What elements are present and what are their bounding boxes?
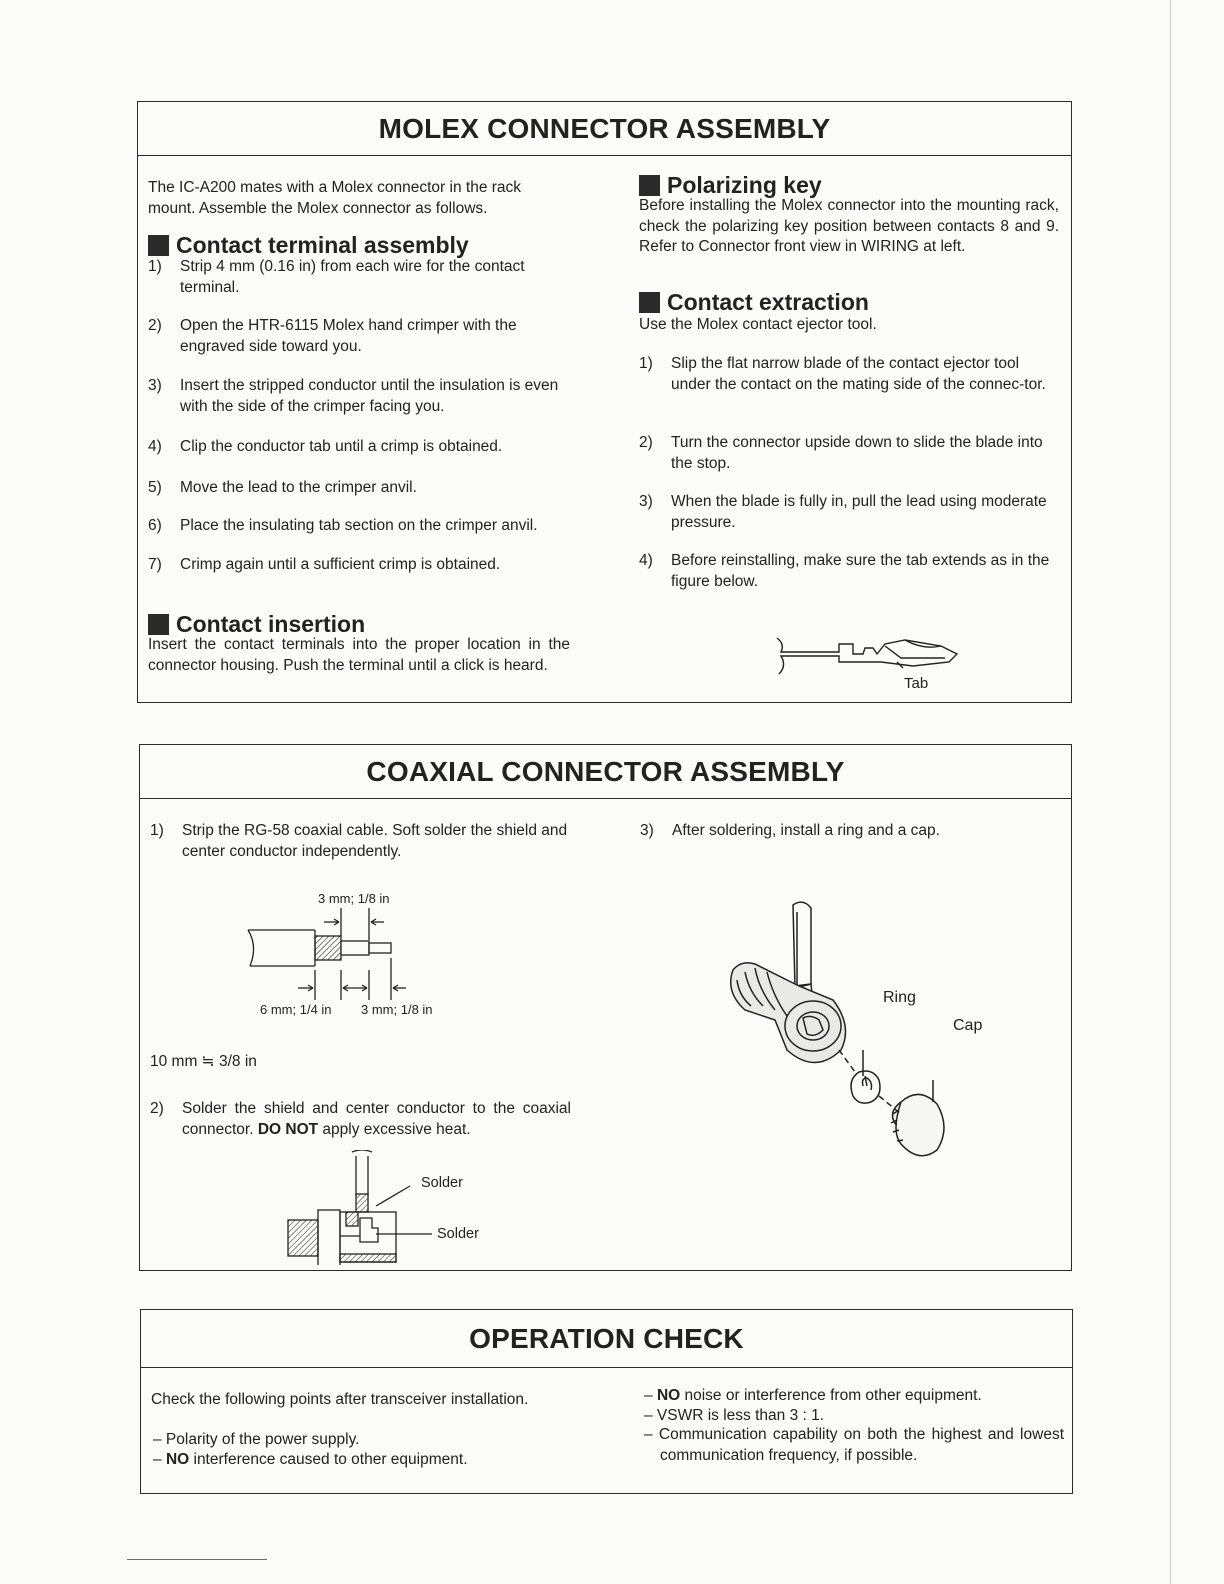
molex-section: [137, 101, 1072, 703]
coax-step-1: 1) Strip the RG-58 coaxial cable. Soft solder the shield and center conductor independently.: [150, 822, 568, 860]
contact-terminal-heading: Contact terminal assembly: [148, 232, 469, 258]
coaxial-title: COAXIAL CONNECTOR ASSEMBLY: [366, 755, 845, 787]
contact-extraction-intro: Use the Molex contact ejector tool.: [639, 316, 877, 333]
terminal-step: 1) Strip 4 mm (0.16 in) from each wire for the contact terminal.: [148, 258, 525, 296]
terminal-step: 2) Open the HTR-6115 Molex hand crimper with the engraved side toward you.: [148, 317, 517, 355]
molex-terminal-figure: [773, 632, 973, 682]
operation-right-item: – VSWR is less than 3 : 1.: [644, 1407, 825, 1424]
extraction-step: 1) Slip the flat narrow blade of the contact ejector tool under the contact on the mating side of the connec-tor.: [639, 355, 1046, 393]
molex-title: MOLEX CONNECTOR ASSEMBLY: [378, 112, 831, 144]
molex-title-bar: [138, 102, 1071, 156]
tab-label: Tab: [904, 675, 929, 692]
operation-intro: Check the following points after transceiver installation.: [151, 1391, 529, 1408]
solder-connector-diagram: [280, 1150, 460, 1265]
terminal-step: 3) Insert the stripped conductor until the insulation is even with the side of the crimper facing you.: [148, 377, 559, 415]
extraction-step: 2) Turn the connector upside down to slide the blade into the stop.: [639, 434, 1043, 472]
dim-total-label: 10 mm ≒ 3/8 in: [150, 1053, 257, 1070]
bullet-square-icon: [148, 614, 169, 635]
cap-label: Cap: [953, 1017, 983, 1034]
polarizing-key-text: Before installing the Molex connector into the mounting rack, check the polarizing key position between contacts 8 and 9. Refer to Connector front view in WIRING at left.: [639, 197, 1059, 255]
bullet-square-icon: [148, 235, 169, 256]
operation-title-bar: [141, 1310, 1072, 1368]
ring-label: Ring: [883, 989, 916, 1006]
extraction-step: 3) When the blade is fully in, pull the lead using moderate pressure.: [639, 493, 1047, 531]
coaxial-title-bar: [140, 745, 1071, 799]
solder-label-top: Solder: [421, 1175, 463, 1191]
terminal-step: 7) Crimp again until a sufficient crimp is obtained.: [148, 556, 501, 573]
operation-section: [140, 1309, 1073, 1494]
coax-step-2: 2) Solder the shield and center conductor to the coaxial connector. DO NOT apply excessive heat.: [150, 1100, 571, 1138]
contact-insertion-heading: Contact insertion: [148, 611, 365, 637]
coax-step-3: 3) After soldering, install a ring and a cap.: [640, 822, 940, 839]
bullet-square-icon: [639, 175, 660, 196]
contact-insertion-text: Insert the contact terminals into the proper location in the connector housing. Push the terminal until a click is heard.: [148, 636, 570, 674]
dim-top-label: 3 mm; 1/8 in: [318, 891, 390, 906]
operation-title: OPERATION CHECK: [469, 1322, 744, 1354]
operation-left-item: – Polarity of the power supply.: [153, 1431, 360, 1448]
dim-bottom-right-label: 3 mm; 1/8 in: [361, 1002, 433, 1017]
operation-right-item: – NO noise or interference from other equipment.: [644, 1387, 982, 1404]
bullet-square-icon: [639, 292, 660, 313]
operation-right-item: – Communication capability on both the highest and lowest communication frequency, if possible.: [644, 1426, 1064, 1464]
extraction-step: 4) Before reinstalling, make sure the tab extends as in the figure below.: [639, 552, 1050, 590]
operation-left-item: – NO interference caused to other equipment.: [153, 1451, 468, 1468]
solder-label-bottom: Solder: [437, 1226, 479, 1242]
dim-bottom-left-label: 6 mm; 1/4 in: [260, 1002, 332, 1017]
cable-strip-diagram: [240, 900, 440, 1010]
polarizing-key-heading: Polarizing key: [639, 172, 822, 198]
bottom-underline: [127, 1559, 267, 1560]
coaxial-section: [139, 744, 1072, 1271]
page-edge-line: [1170, 0, 1171, 1584]
contact-extraction-heading: Contact extraction: [639, 289, 869, 315]
molex-intro: The IC-A200 mates with a Molex connector in the rack mount. Assemble the Molex connector as follows.: [148, 179, 522, 217]
terminal-step: 5) Move the lead to the crimper anvil.: [148, 479, 417, 496]
terminal-step: 6) Place the insulating tab section on the crimper anvil.: [148, 517, 538, 534]
terminal-step: 4) Clip the conductor tab until a crimp is obtained.: [148, 438, 503, 455]
